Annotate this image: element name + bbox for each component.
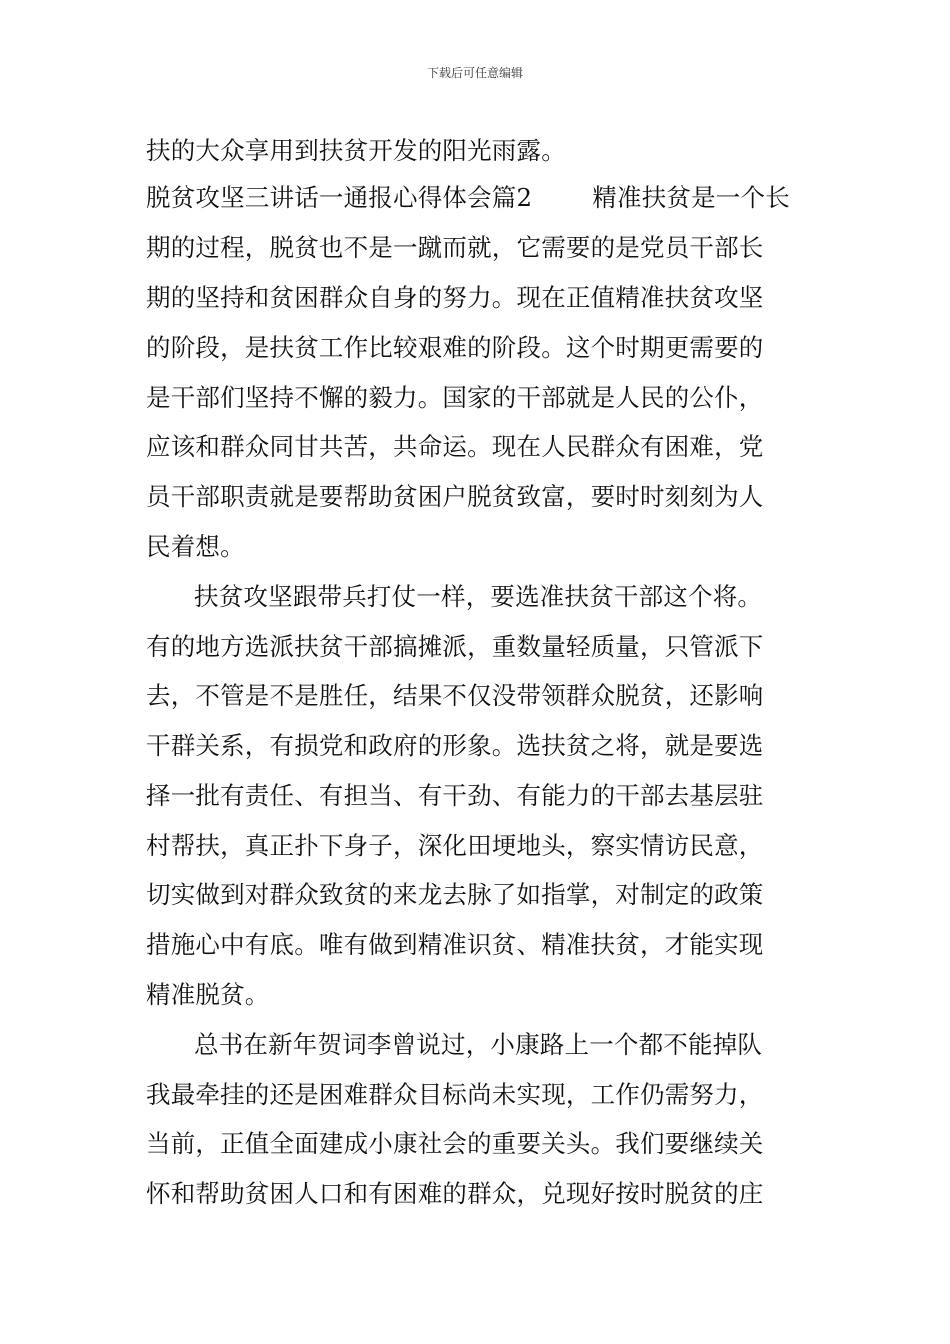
- text-line: [146, 1022, 816, 1068]
- text-line: 的阶段，是扶贫工作比较艰难的阶段。这个时期更需要的: [146, 333, 764, 362]
- paragraph-start: 精准扶贫是一个长: [592, 183, 790, 212]
- text-line: 精准脱贫。: [146, 980, 270, 1009]
- text-line: 去，不管是不是胜任，结果不仅没带领群众脱贫，还影响: [146, 681, 764, 710]
- paragraph-start: 扶贫攻坚跟带兵打仗一样，要选准扶贫干部这个将。: [194, 582, 763, 611]
- text-line: [146, 175, 816, 221]
- text-line: 期的坚持和贫困群众自身的努力。现在正值精准扶贫攻坚: [146, 283, 764, 312]
- paragraph-start: 总书在新年贺词李曾说过，小康路上一个都不能掉队: [194, 1030, 763, 1059]
- text-line: 期的过程，脱贫也不是一蹴而就，它需要的是党员干部长: [146, 233, 764, 262]
- text-line: 员干部职责就是要帮助贫困户脱贫致富，要时时刻刻为人: [146, 482, 764, 511]
- text-line: 是干部们坚持不懈的毅力。国家的干部就是人民的公仆，: [146, 383, 764, 412]
- text-line: 择一批有责任、有担当、有干劲、有能力的干部去基层驻: [146, 781, 764, 810]
- page-header: 下载后可任意编辑: [426, 66, 523, 80]
- section-title: 脱贫攻坚三讲话一通报心得体会篇2: [146, 183, 533, 212]
- text-line: 切实做到对群众致贫的来龙去脉了如指掌，对制定的政策: [146, 880, 764, 909]
- text-line: 村帮扶，真正扑下身子，深化田埂地头，察实情访民意，: [146, 831, 764, 860]
- text-line: 措施心中有底。唯有做到精准识贫、精准扶贫，才能实现: [146, 930, 764, 959]
- text-line: 应该和群众同甘共苦，共命运。现在人民群众有困难，党: [146, 432, 764, 461]
- text-line: 我最牵挂的还是困难群众目标尚未实现，工作仍需努力，: [146, 1080, 764, 1109]
- text-line: [146, 574, 816, 620]
- text-line: 扶的大众享用到扶贫开发的阳光雨露。: [146, 136, 566, 165]
- text-line: 干群关系，有损党和政府的形象。选扶贫之将，就是要选: [146, 731, 764, 760]
- text-line: 民着想。: [146, 532, 245, 561]
- text-line: 当前，正值全面建成小康社会的重要关头。我们要继续关: [146, 1129, 764, 1158]
- text-line: 怀和帮助贫困人口和有困难的群众，兑现好按时脱贫的庄: [146, 1179, 764, 1208]
- text-line: 有的地方选派扶贫干部搞摊派，重数量轻质量，只管派下: [146, 632, 764, 661]
